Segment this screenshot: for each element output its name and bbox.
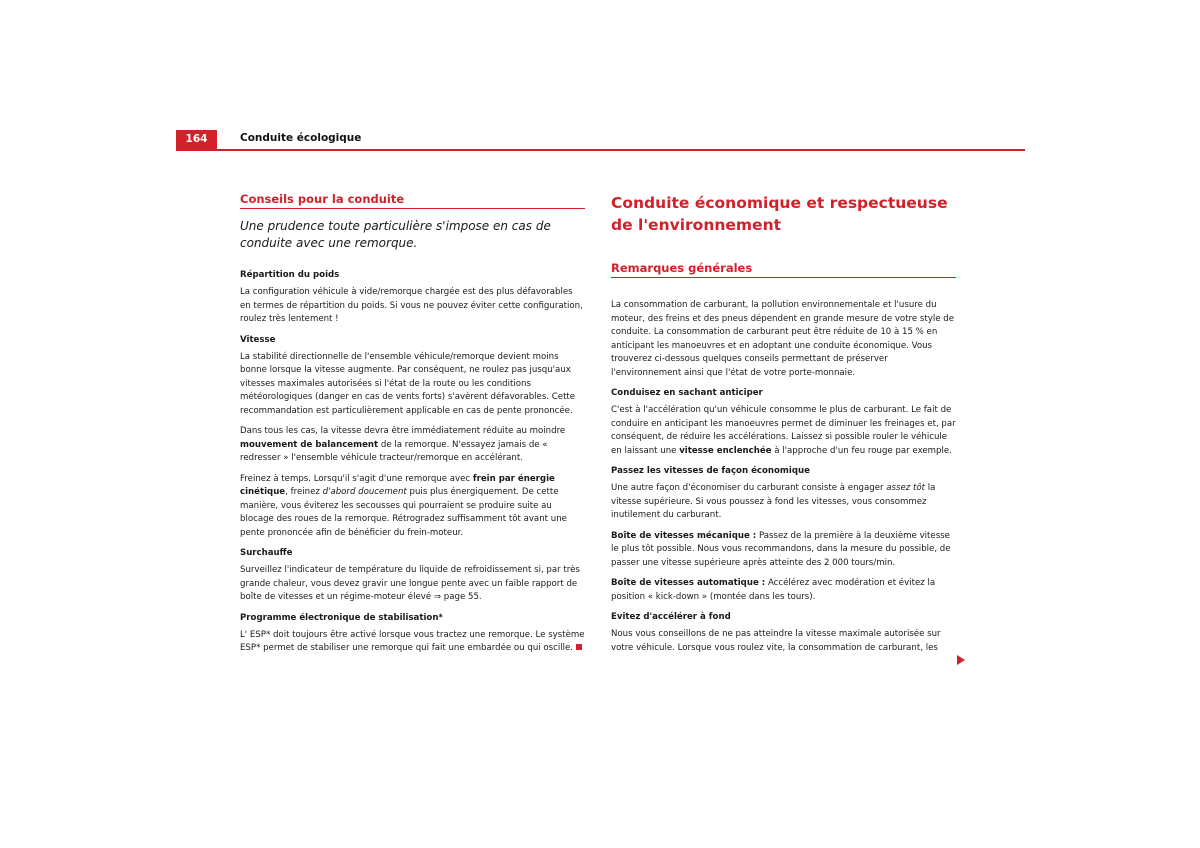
paragraph-speed-3: Freinez à temps. Lorsqu'il s'agit d'une remorque avec frein par énergie cinétique, freinez d'abord doucement puis plus énergiquement. De cette manière, vous éviterez les secousses qui pourraient se produire suite au blocage des roues de la remorque. Rétrogradez suffisamment tôt avant une pente prononcée afin de bénéficier du frein-moteur. <box>240 473 567 538</box>
page-number: 164 <box>176 130 217 149</box>
subheading-gears: Passez les vitesses de façon économique <box>611 466 810 476</box>
paragraph-speed-1: La stabilité directionnelle de l'ensemble véhicule/remorque devient moins bonne lorsque la vitesse augmente. Par conséquent, ne roulez pas jusqu'aux vitesses maximales autorisées si l'état de la route ou les conditions météorologiques (danger en cas de vents forts) s'avèrent défavorables. Cette recommandation est particulièrement applicable en cas de pente prononcée. <box>240 351 576 416</box>
paragraph-esp: L' ESP* doit toujours être activé lorsque vous tractez une remorque. Le système ESP* permet de stabiliser une remorque qui fait une embardée ou qui oscille. <box>240 629 585 653</box>
paragraph-general: La consommation de carburant, la pollution environnementale et l'usure du moteur, des freins et des pneus dépendent en grande mesure de votre style de conduite. La consommation de carburant peut être réduite de 10 à 15 % en anticipant les manoeuvres et en adoptant une conduite économique. Vous trouverez ci-dessous quelques conseils permettant de préserver l'environnement ainsi que l'état de votre porte-monnaie. <box>611 300 955 378</box>
right-column <box>611 192 956 662</box>
subheading-anticipate: Conduisez en sachant anticiper <box>611 388 763 398</box>
section-title-general: Remarques générales <box>611 261 956 278</box>
subheading-weight: Répartition du poids <box>240 270 340 280</box>
paragraph-gears-1: Une autre façon d'économiser du carburant consiste à engager assez tôt la vitesse supérieure. Si vous poussez à fond les vitesses, vous consommez inutilement du carburant. <box>611 483 936 520</box>
paragraph-anticipate: C'est à l'accélération qu'un véhicule consomme le plus de carburant. Le fait de conduire en anticipant les manoeuvres permet de diminuer les freinages et, par conséquent, de réduire les accélérations. Laissez si possible rouler le véhicule en laissant une vitesse enclenchée à l'approche d'un feu rouge par exemple. <box>611 405 956 456</box>
paragraph-overheating[interactable]: Surveillez l'indicateur de température du liquide de refroidissement si, par très grande chaleur, vous devez gravir une longue pente avec un faible rapport de boîte de vitesses et un régime-moteur élevé ⇒ page 55. <box>240 565 580 602</box>
subheading-full-throttle: Evitez d'accélérer à fond <box>611 612 731 622</box>
subheading-overheating: Surchauffe <box>240 548 293 558</box>
intro-text: Une prudence toute particulière s'impose en cas de conduite avec une remorque. <box>240 219 551 250</box>
paragraph-full-throttle: Nous vous conseillons de ne pas atteindre la vitesse maximale autorisée sur votre véhicule. Lorsque vous roulez vite, la consommation de carburant, les <box>611 629 941 653</box>
paragraph-gears-automatic: Boîte de vitesses automatique : Accélérez avec modération et évitez la position « kick-down » (montée dans les tours). <box>611 578 936 602</box>
page-header <box>176 125 1025 151</box>
paragraph-speed-2: Dans tous les cas, la vitesse devra être immédiatement réduite au moindre mouvement de balancement de la remorque. N'essayez jamais de « redresser » l'ensemble véhicule tracteur/remorque en accélérant. <box>240 426 566 463</box>
subheading-speed: Vitesse <box>240 334 276 345</box>
section-end-marker-icon <box>576 644 582 650</box>
chapter-heading: Conduite économique et respectueuse de l'environnement <box>611 194 948 234</box>
left-column <box>240 192 585 663</box>
paragraph-weight: La configuration véhicule à vide/remorque chargée est des plus défavorables en termes de répartition du poids. Si vous ne pouvez éviter cette configuration, roulez très lentement ! <box>240 287 583 324</box>
continue-arrow-icon <box>957 655 965 665</box>
subheading-esp: Programme électronique de stabilisation* <box>240 612 443 623</box>
paragraph-gears-manual: Boîte de vitesses mécanique : Passez de la première à la deuxième vitesse le plus tôt possible. Nous vous recommandons, dans la mesure du possible, de passer une vitesse supérieure après atteinte des 2 000 tours/min. <box>611 530 951 568</box>
chapter-title: Conduite écologique <box>240 132 362 144</box>
section-title-towing: Conseils pour la conduite <box>240 192 585 209</box>
